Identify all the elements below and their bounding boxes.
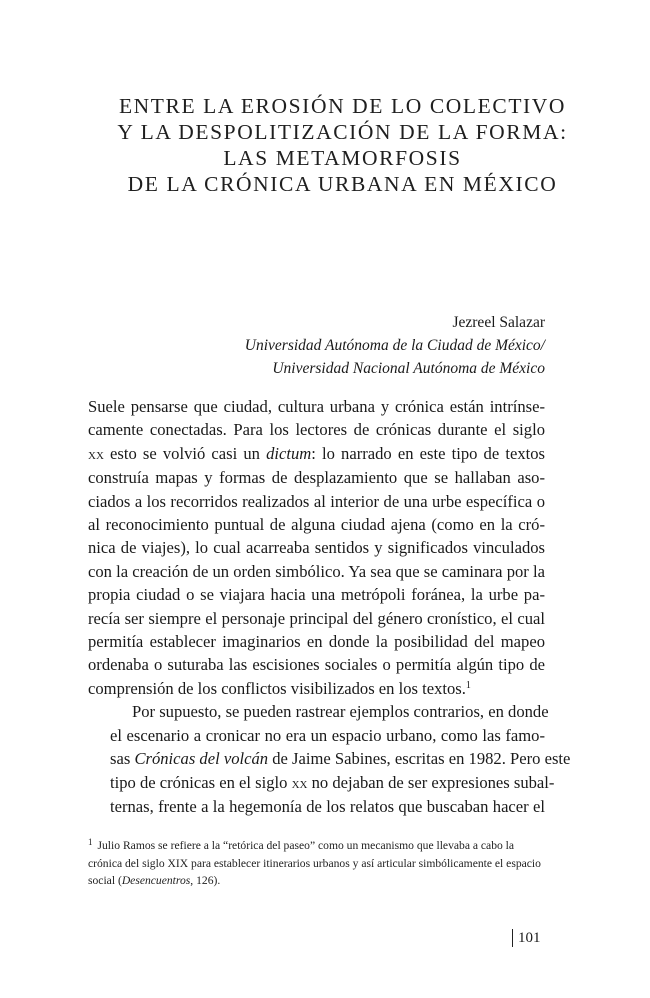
text-fragment: : lo narrado en este tipo de textos [311,443,545,463]
title-line-4: DE LA CRÓNICA URBANA EN MÉXICO [127,172,558,196]
footnote-reference[interactable]: 1 [465,679,471,691]
footnote-text: Julio Ramos se refiere a la “retórica del paseo” como un mecanismo que llevaba a cabo la crónica del siglo XIX para establecer itinerarios urbanos y así articular simbólicamente el espacio social ( [88,839,541,887]
affiliation-1: Universidad Autónoma de la Ciudad de México/ [244,337,545,354]
century-numeral: xx [88,445,104,463]
author-name: Jezreel Salazar [452,314,545,331]
text-line: ternas, frente a la hegemonía de los relatos que buscaban hacer el [110,796,545,816]
footnote-book-title: Desencuentros [121,874,191,887]
text-line: propia ciudad o se viajara hacia una metrópoli foránea, la urbe pa- [88,585,545,605]
paragraph-2 [88,700,571,818]
chapter-title [70,93,615,197]
footnote [88,834,545,890]
text-line: el escenario a cronicar no era un espacio urbano, como las famo- [110,725,545,745]
title-line-1: ENTRE LA EROSIÓN DE LO COLECTIVO [118,94,567,118]
text-line: Por supuesto, se pueden rastrear ejemplos contrarios, en donde [132,702,549,722]
text-fragment: no dejaban de ser expresiones subal- [307,772,555,792]
century-numeral: xx [291,774,308,792]
affiliation-2: Universidad Nacional Autónoma de México [272,360,545,377]
text-line [88,747,571,770]
text-line: camente conectadas. Para los lectores de crónicas durante el siglo [88,420,545,440]
text-line: con la creación de un orden simbólico. Ya sea que se caminara por la [88,561,545,581]
footnote-number: 1 [88,837,93,847]
paragraph-1 [88,395,545,700]
footnote-text-end: , 126). [190,874,221,887]
text-fragment: tipo de crónicas en el siglo [110,772,292,792]
text-fragment: de Jaime Sabines, escritas en 1982. Pero este [268,749,571,769]
title-line-2: Y LA DESPOLITIZACIÓN DE LA FORMA: [117,120,568,144]
author-block [245,311,545,380]
text-line: ordenaba o suturaba las escisiones sociales o permitía algún tipo de [88,655,545,675]
text-line: al reconocimiento puntual de alguna ciudad ajena (como en la cró- [88,515,545,535]
text-line: recía ser siempre el personaje principal del género cronístico, el cual [88,608,545,628]
book-title: Crónicas del volcán [134,749,269,769]
text-line [88,677,545,700]
text-line: permitía establecer imaginarios en donde la posibilidad del mapeo [88,632,545,652]
text-line: ciados a los recorridos realizados al interior de una urbe específica o [88,491,545,511]
text-line [88,442,545,466]
page-number: 101 [512,929,541,947]
text-line [88,771,555,795]
text-fragment: esto se volvió casi un [103,443,267,463]
text-line: construía mapas y formas de desplazamiento que se hallaban aso- [88,468,545,488]
title-line-3: LAS METAMORFOSIS [223,146,462,170]
text-line: Suele pensarse que ciudad, cultura urbana y crónica están intrínse- [88,397,545,416]
body-text [88,395,571,818]
text-line: nica de viajes), lo cual acarreaba sentidos y significados vinculados [88,538,545,558]
text-fragment: sas [110,749,135,769]
emphasis-dictum: dictum [266,443,312,463]
text-fragment: comprensión de los conflictos visibilizados en los textos. [88,678,466,698]
